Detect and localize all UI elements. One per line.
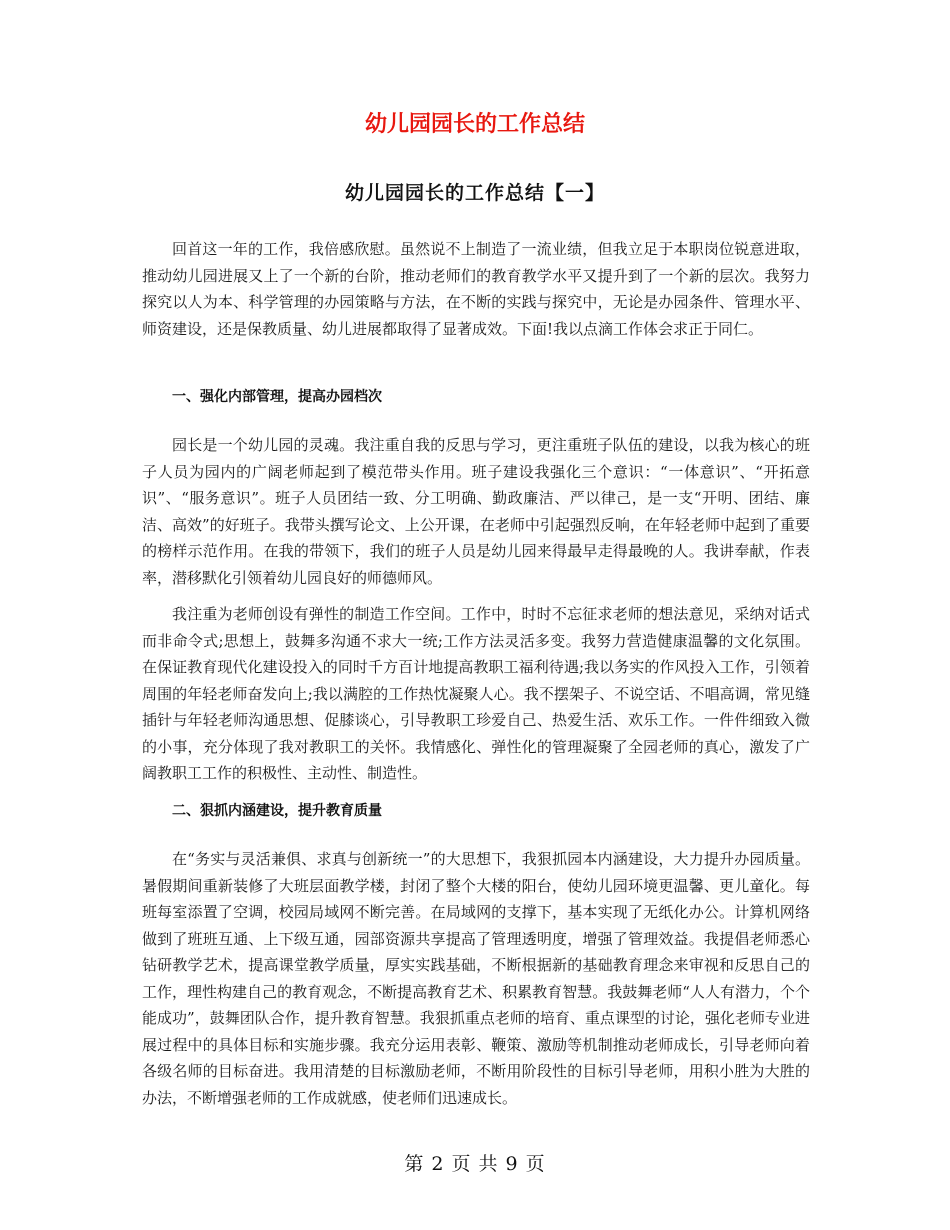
paragraph-teacher-care: 我注重为老师创设有弹性的制造工作空间。工作中，时时不忘征求老师的想法意见，采纳对话式而非命令式;思想上，鼓舞多沟通不求大一统;工作方法灵活多变。我努力营造健康温馨的文化氛围。在保证教育现代化建设投入的同时千方百计地提高教职工福利待遇;我以务实的作风投入工作，引领着周围的年轻老师奋发向上;我以满腔的工作热忱凝聚人心。我不摆架子、不说空话、不唱高调，常见缝插针与年轻老师沟通思想、促膝谈心，引导教职工珍爱自己、热爱生活、欢乐工作。一件件细致入微的小事，充分体现了我对教职工的关怀。我情感化、弹性化的管理凝聚了全园老师的真心，激发了广阔教职工工作的积极性、主动性、制造性。 (142, 605, 810, 782)
section-heading-1: 一、强化内部管理，提高办园档次 (172, 389, 382, 405)
paragraph-quality: 在“务实与灵活兼俱、求真与创新统一”的大思想下，我狠抓园本内涵建设，大力提升办园质量。暑假期间重新装修了大班层面教学楼，封闭了整个大楼的阳台，使幼儿园环境更温馨、更儿童化。每班每室添置了空调，校园局域网不断完善。在局域网的支撑下，基本实现了无纸化办公。计算机网络做到了班班互通、上下级互通，园部资源共享提高了管理透明度，增强了管理效益。我提倡老师悉心钻研教学艺术，提高课堂教学质量，厚实实践基础，不断根据新的基础教育理念来审视和反思自己的工作，理性构建自己的教育观念，不断提高教育艺术、积累教育智慧。我鼓舞老师“人人有潜力，个个能成功”，鼓舞团队合作，提升教育智慧。我狠抓重点老师的培育、重点课型的讨论，强化老师专业进展过程中的具体目标和实施步骤。我充分运用表彰、鞭策、激励等机制推动老师成长，引导老师向着各级名师的目标奋进。我用清楚的目标激励老师，不断用阶段性的目标引导老师，用积小胜为大胜的办法，不断增强老师的工作成就感，使老师们迅速成长。 (142, 850, 810, 1107)
document-title: 幼儿园园长的工作总结 (364, 112, 585, 137)
paragraph-leadership: 园长是一个幼儿园的灵魂。我注重自我的反思与学习，更注重班子队伍的建设，以我为核心的班子人员为园内的广阔老师起到了模范带头作用。班子建设我强化三个意识：“一体意识”、“开拓意识”、“服务意识”。班子人员团结一致、分工明确、勤政廉洁、严以律己，是一支“开明、团结、廉洁、高效”的好班子。我带头撰写论文、上公开课，在老师中引起强烈反响，在年轻老师中起到了重要的榜样示范作用。在我的带领下，我们的班子人员是幼儿园来得最早走得最晚的人。我讲奉献，作表率，潜移默化引领着幼儿园良好的师德师风。 (142, 436, 810, 587)
section-heading-2: 二、狠抓内涵建设，提升教育质量 (172, 803, 382, 819)
page-number: 第 2 页 共 9 页 (404, 1153, 546, 1175)
paragraph-intro: 回首这一年的工作，我倍感欣慰。虽然说不上制造了一流业绩，但我立足于本职岗位锐意进取，推动幼儿园进展又上了一个新的台阶，推动老师们的教育教学水平又提升到了一个新的层次。我努力探究以人为本、科学管理的办园策略与方法，在不断的实践与探究中，无论是办园条件、管理水平、师资建设，还是保教质量、幼儿进展都取得了显著成效。下面!我以点滴工作体会求正于同仁。 (142, 240, 810, 338)
document-subtitle: 幼儿园园长的工作总结【一】 (344, 182, 605, 204)
